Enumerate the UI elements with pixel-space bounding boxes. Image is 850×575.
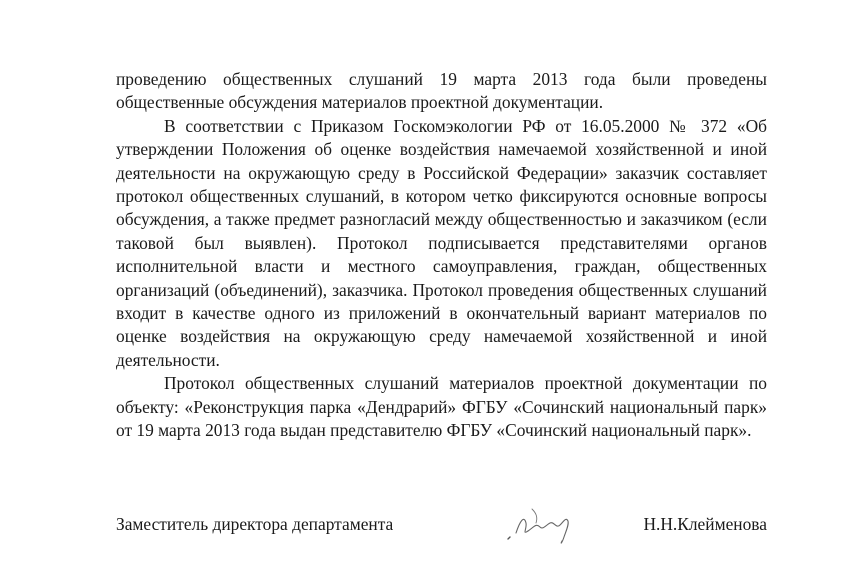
paragraph-order-reference: В соответствии с Приказом Госкомэкологии РФ от 16.05.2000 № 372 «Об утверждении Положения об оценке воздействия намечаемой хозяйственной и иной деятельности на окружающую среду в Российской Федерации» заказчик составляет протокол общественных слушаний, в котором четко фиксируются основные вопросы обсуждения, а также предмет разногласий между общественностью и заказчиком (если таковой был выявлен). Протокол подписывается представителями органов исполнительной власти и местного самоуправления, граждан, общественных организаций (объединений), заказчика. Протокол проведения общественных слушаний входит в качестве одного из приложений в окончательный вариант материалов по оценке воздействия на окружающую среду намечаемой хозяйственной и иной деятельности. xyxy=(116,115,767,370)
signatory-title: Заместитель директора департамента xyxy=(116,514,394,534)
paragraph-protocol-issued: Протокол общественных слушаний материалов проектной документации по объекту: «Реконструкция парка «Дендрарий» ФГБУ «Сочинский национальный парк» от 19 марта 2013 года выдан представителю ФГБУ «Сочинский национальный парк». xyxy=(116,373,767,441)
signatory-name: Н.Н.Клейменова xyxy=(643,514,767,534)
paragraph-continuation: проведению общественных слушаний 19 марта 2013 года были проведены общественные обсуждения материалов проектной документации. xyxy=(116,69,767,113)
handwritten-signature xyxy=(502,501,582,549)
signature-block xyxy=(116,513,767,563)
document-body xyxy=(116,68,767,443)
